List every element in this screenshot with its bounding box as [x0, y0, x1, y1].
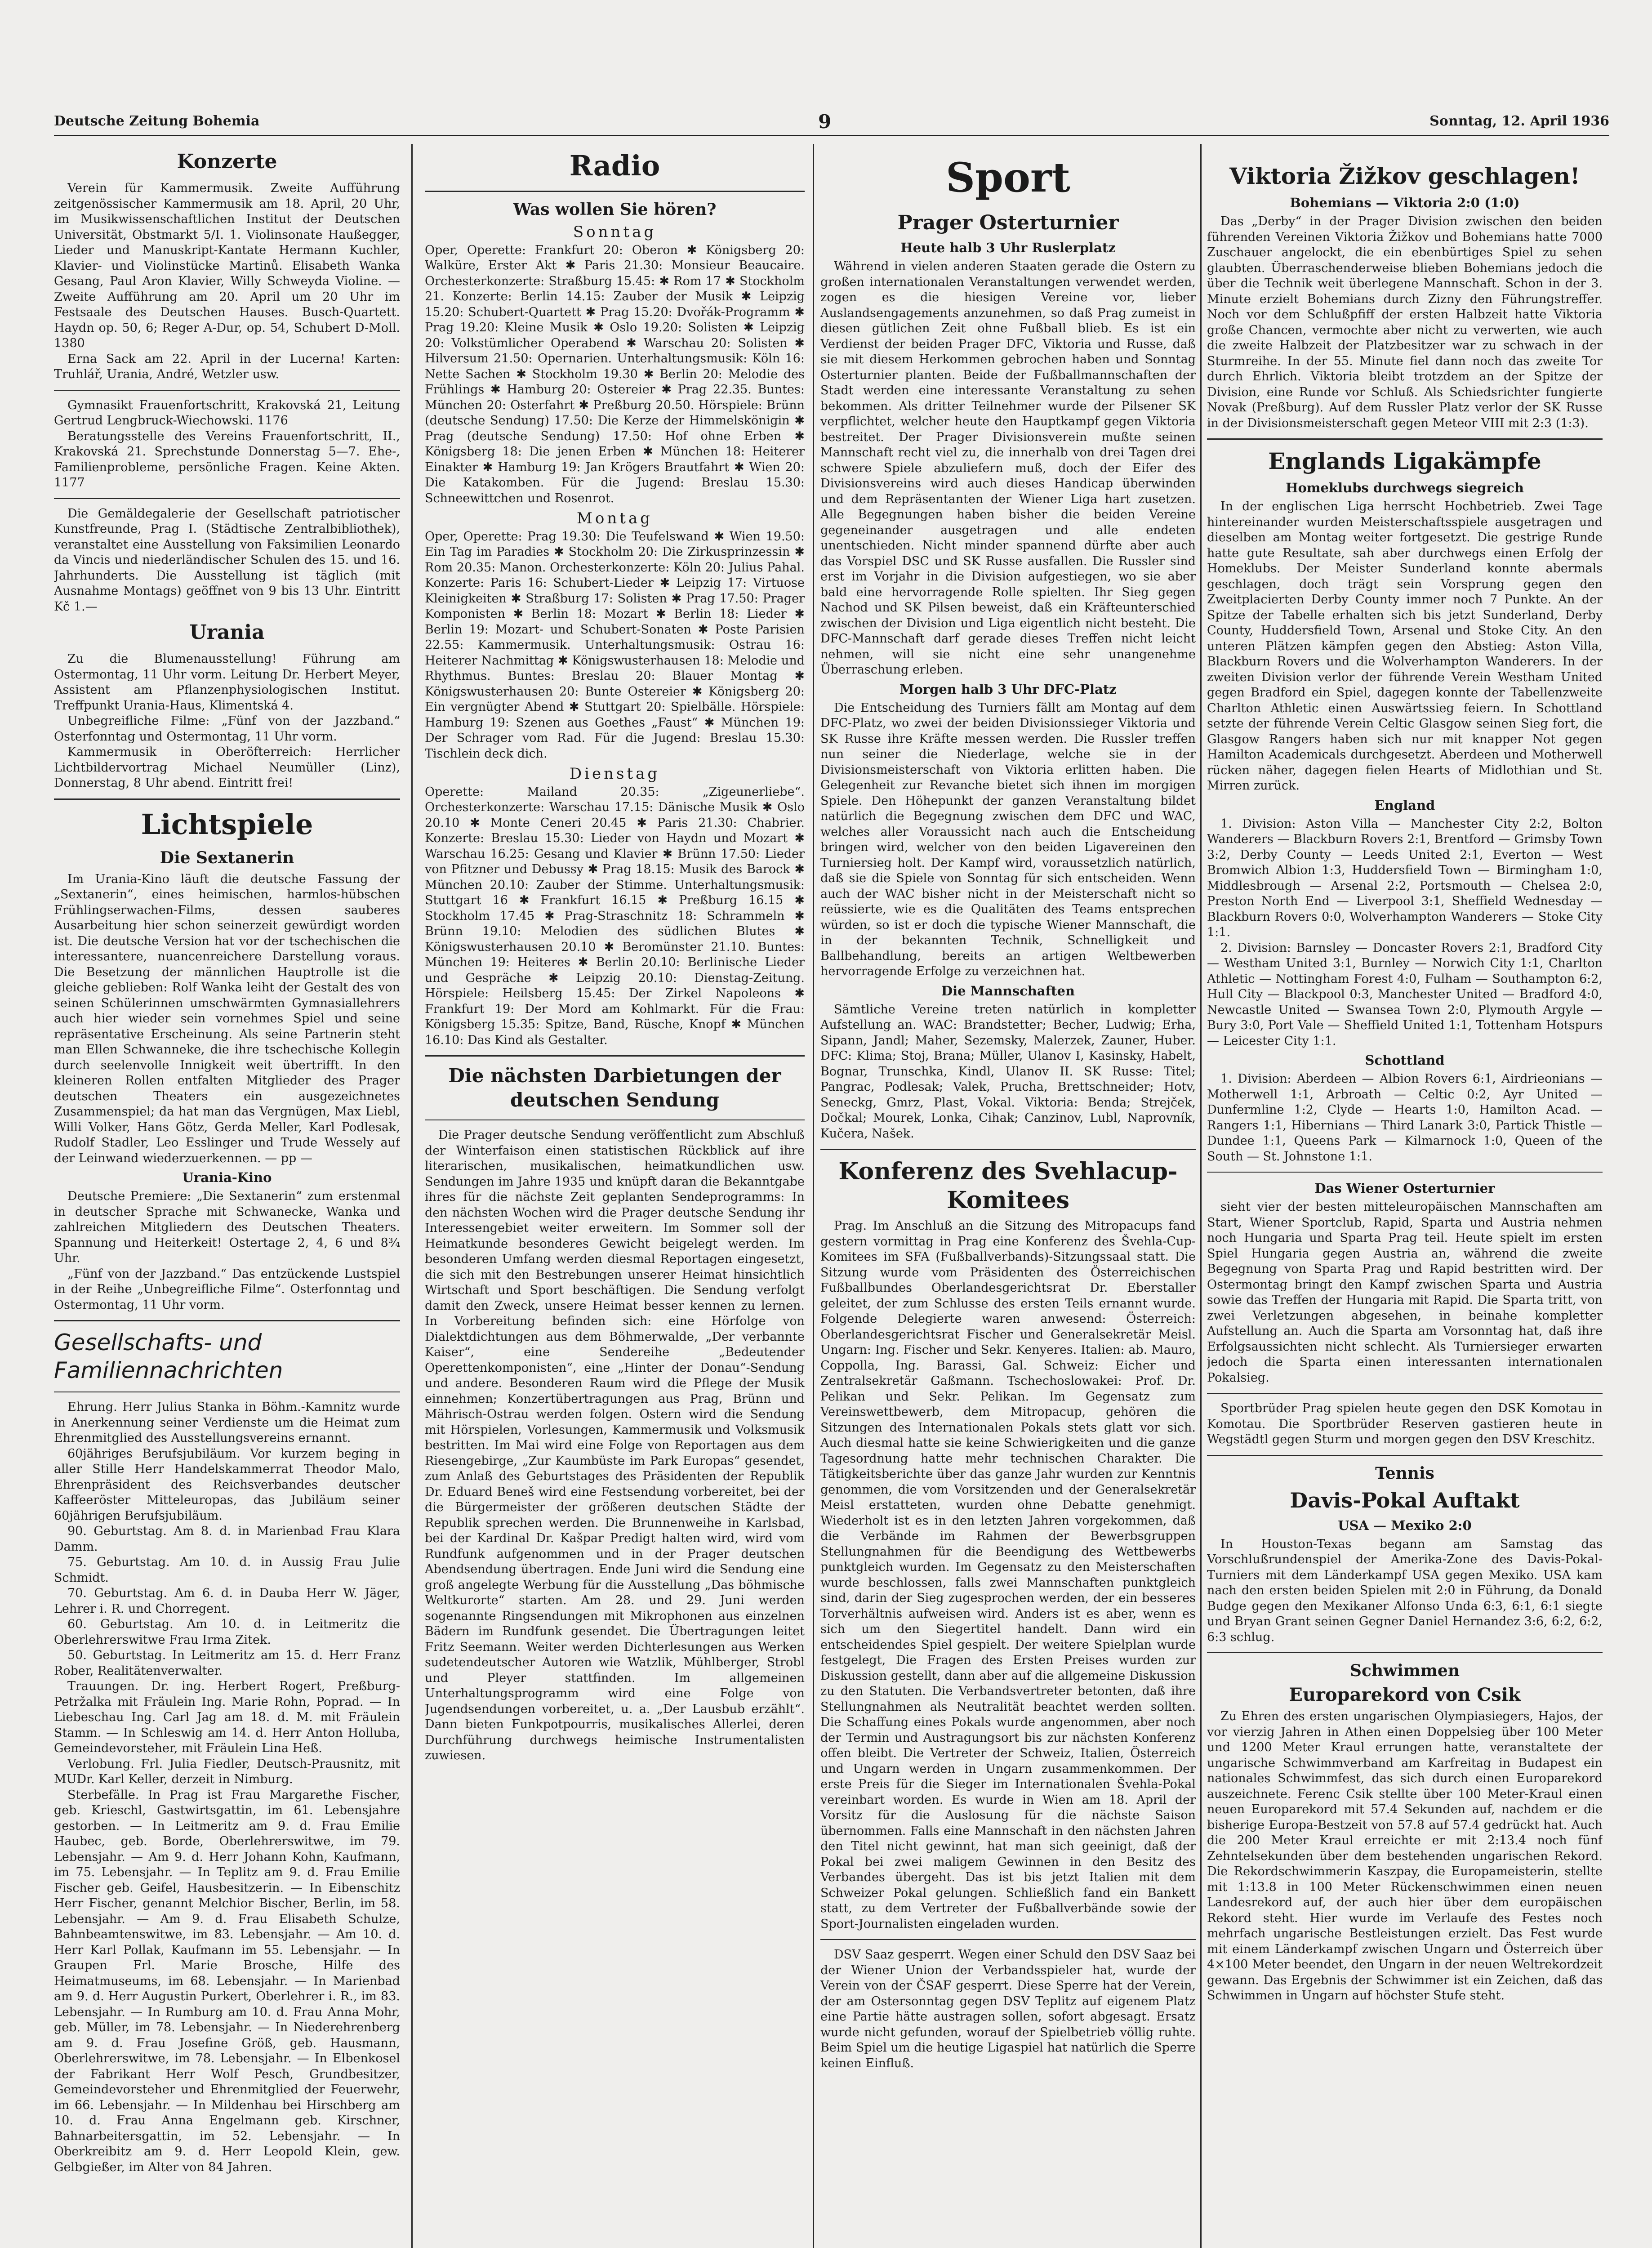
article-text: 90. Geburtstag. Am 8. d. in Marienbad Frau Klara Damm.	[54, 1524, 400, 1554]
article-text: Im Urania-Kino läuft die deutsche Fassung der „Sextanerin“, eines heimischen, harmlos-hübschen Frühlingserwachen-Films, dessen sauberes Ausarbeitung hier schon seinerzeit gewürdigt worden ist. Die deutsche Version hat vor der tschechischen die interessantere, nuancenreichere Darstellung voraus. Die Besetzung der männlichen Hauptrolle ist die gleiche geblieben: Rolf Wanka leiht der Gestalt des von seinen Schülerinnen umschwärmten Gymnasiallehrers auch hier wieder sein vornehmes Spiel und seine repräsentative Erscheinung. Als seine Partnerin steht man Ellen Schwanneke, die ihre tschechische Kollegin durch seelenvolle Innigkeit weit übertrifft. In den kleineren Rollen entfalten Mitglieder des Prager deutschen Theaters ein ausgezeichnetes Zusammenspiel; da hat man das Vergnügen, Max Liebl, Willi Volker, Hans Götz, Gerda Meller, Karl Podlesak, Rudolf Stadler, Leo Esslinger und Trude Wessely auf der Leinwand wiederzuerkennen. — pp —	[54, 872, 400, 1165]
section-title-lichtspiele: Lichtspiele	[141, 807, 313, 841]
divider	[425, 191, 805, 192]
headline-europarekord: Europarekord von Csik	[1289, 1684, 1521, 1705]
radio-program-text: Oper, Operette: Prag 19.30: Die Teufelswand ✱ Wien 19.50: Ein Tag im Paradies ✱ Stockholm 20: Die Zirkusprinzessin ✱ Rom 20.35: Manon. Orchesterkonzerte: Köln 20: Julius Pahal. Konzerte: Paris 16: Schubert-Lieder ✱ Leipzig 17: Virtuose Kleinigkeiten ✱ Straßburg 17: Solisten ✱ Prag 17.50: Prager Komponisten ✱ Berlin 18: Mozart ✱ Berlin 18: Lieder ✱ Berlin 19: Mozart- und Schubert-Sonaten ✱ Poste Parisien 22.55: Kammermusik. Unterhaltungsmusik: Ostrau 16: Heiterer Nachmittag ✱ Königswusterhausen 18: Melodie und Rhythmus. Buntes: Breslau 20: Blauer Montag ✱ Königswusterhausen 20: Bunte Ostereier ✱ Königsberg 20: Ein vergnügter Abend ✱ Stuttgart 20: Spielbälle. Hörspiele: Hamburg 19: Szenen aus Goethes „Faust“ ✱ München 19: Der Schrager vom Rad. Für die Jugend: Breslau 15.30: Tischlein deck dich.	[425, 529, 805, 761]
article-text: Sportbrüder Prag spielen heute gegen den DSK Komotau in Komotau. Die Sportbrüder Reserven gastieren heute in Wegstädtl gegen Sturm und morgen gegen den DSV Kreschitz.	[1207, 1401, 1603, 1446]
article-text: Gymnasikt Frauenfortschritt, Krakovská 21, Leitung Gertrud Lengbruck-Wiechowski. 1176	[54, 398, 400, 428]
day-heading-dienstag: Dienstag	[569, 765, 660, 783]
headline-konferenz: Konferenz des Svehlacup-Komitees	[838, 1158, 1178, 1214]
column-divider	[1200, 144, 1202, 2248]
headline-englands-ligakaempfe: Englands Ligakämpfe	[1268, 448, 1541, 474]
subheadline-usa-mexiko: USA — Mexiko 2:0	[1338, 1517, 1472, 1533]
headline-osterturnier: Prager Osterturnier	[897, 211, 1119, 234]
divider	[54, 498, 400, 499]
masthead	[54, 113, 1609, 140]
article-text: Trauungen. Dr. ing. Herbert Rogert, Preßburg-Petržalka mit Fräulein Ing. Marie Rohn, Poprad. — In Liebeschau Ing. Carl Jag am 18. d. M. mit Fräulein Stamm. — In Schleswig am 14. d. Herr Anton Holluba, Gemeindevorsteher, mit Fräulein Lina Heß.	[54, 1679, 400, 1755]
article-text: Ehrung. Herr Julius Stanka in Böhm.-Kamnitz wurde in Anerkennung seiner Verdienste um die Heimat zum Ehrenmitglied des Ausstellungsvereins ernannt.	[54, 1400, 400, 1445]
article-text: Kammermusik in Oberöfterreich: Herrlicher Lichtbildervortrag Michael Neumüller (Linz), Donnerstag, 8 Uhr abend. Eintritt frei!	[54, 745, 400, 790]
column-2	[425, 144, 805, 2248]
masthead-date: Sonntag, 12. April 1936	[1429, 113, 1609, 129]
masthead-title: Deutsche Zeitung Bohemia	[54, 113, 260, 129]
section-title-konzerte: Konzerte	[177, 150, 277, 173]
article-text: In Houston-Texas begann am Samstag das Vorschlußrundenspiel der Amerika-Zone des Davis-Pokal-Turniers mit dem Länderkampf USA gegen Mexiko. USA kam nach den ersten beiden Spielen mit 2:0 in Führung, da Donald Budge gegen den Mexikaner Alfonso Unda 6:3, 6:1, 6:1 siegte und Bryan Grant seinen Gegner Daniel Hernandez 3:6, 6:2, 6:2, 6:3 schlug.	[1207, 1537, 1603, 1644]
article-text: 60. Geburtstag. Am 10. d. in Leitmeritz die Oberlehrerswitwe Frau Irma Zitek.	[54, 1617, 400, 1647]
subheadline-schottland: Schottland	[1365, 1053, 1445, 1068]
column-1	[54, 144, 400, 2248]
article-text: Verein für Kammermusik. Zweite Aufführung zeitgenössischer Kammermusik am 18. April, 20 Uhr, im Musikwissenschaftlichen Institut der Deutschen Universität, Obstmarkt 5/I. 1. Violinsonate Haußegger, Lieder und Manuskript-Kantate Hermann Kuchler, Klavier- und Violinstücke Martinů. Elisabeth Wanka Gesang, Paul Aron Klavier, Willy Schweyda Violine. — Zweite Aufführung am 20. April um 20 Uhr im Festsaale des Deutschen Hauses. Busch-Quartett. Haydn op. 50, 6; Reger A-Dur, op. 54, Schubert D-Moll. 1380	[54, 181, 400, 350]
article-text: Erna Sack am 22. April in der Lucerna! Karten: Truhlář, Urania, André, Wetzler usw.	[54, 352, 400, 381]
divider	[1207, 1393, 1603, 1394]
section-title-radio: Radio	[569, 149, 660, 182]
headline-was-wollen-sie-hoeren: Was wollen Sie hören?	[513, 200, 717, 219]
divider	[54, 390, 400, 391]
divider	[1207, 1652, 1603, 1653]
headline-sextanerin: Die Sextanerin	[160, 848, 294, 867]
page-number: 9	[818, 111, 832, 133]
section-title-sport: Sport	[946, 154, 1070, 201]
divider	[820, 1149, 1196, 1150]
article-text: Zu Ehren des ersten ungarischen Olympiasiegers, Hajos, der vor vierzig Jahren in Athen einen Doppelsieg über 100 Meter und 1200 Meter Kraul errungen hatte, veranstaltete der ungarische Schwimmverband am Karfreitag in Budapest ein nationales Schwimmfest, das sich durch einen Europarekord auszeichnete. Ferenc Csik stellte über 100 Meter-Kraul einen neuen Europarekord mit 57.4 Sekunden auf, nachdem er die bisherige Europa-Bestzeit von 57.8 auf 57.4 gedrückt hat. Auch die 200 Meter Kraul erreichte er mit 2:13.4 noch fünf Zehntelsekunden über dem bestehenden ungarischen Rekord. Die Rekordschwimmerin Kaszpay, die Europameisterin, stellte mit 1:13.8 in 100 Meter Rückenschwimmen einen neuen Landesrekord auf, der auch hier über dem europäischen Rekord steht. Hier wurde im Verlaufe des Festes noch mehrfach ungarische Bestleistungen erzielt. Das Fest wurde mit einem Länderkampf zwischen Ungarn und Österreich über 4×100 Meter beendet, den Ungarn in der neuen Weltrekordzeit gewann. Das Ergebnis der Schwimmer ist ein Zeichen, daß das Schwimmen in Ungarn auf höchster Stufe steht.	[1207, 1709, 1603, 2003]
section-title-schwimmen: Schwimmen	[1349, 1661, 1460, 1680]
article-text: Zu die Blumenausstellung! Führung am Ostermontag, 11 Uhr vorm. Leitung Dr. Herbert Meyer, Assistent am Pflanzenphysiologischen Institut. Treffpunkt Urania-Haus, Klimentská 4.	[54, 652, 400, 713]
radio-program-text: Oper, Operette: Frankfurt 20: Oberon ✱ Königsberg 20: Walküre, Erster Akt ✱ Paris 21.30: Monsieur Beaucaire. Orchesterkonzerte: Straßburg 15.45: ✱ Rom 17 ✱ Stockholm 21. Konzerte: Berlin 14.15: Zauber der Musik ✱ Leipzig 15.20: Schubert-Quartett ✱ Prag 15.20: Dvořák-Programm ✱ Prag 19.20: Kleine Musik ✱ Oslo 19.20: Solisten ✱ Leipzig 20: Volkstümlicher Operabend ✱ Warschau 20: Solisten ✱ Hilversum 21.50: Opernarien. Unterhaltungsmusik: Köln 16: Nette Sachen ✱ Stockholm 19.30 ✱ Berlin 20: Melodie des Frühlings ✱ Hamburg 20: Ostereier ✱ Prag 22.35. Buntes: München 20: Osterfahrt ✱ Preßburg 20.50. Hörspiele: Brünn (deutsche Sendung) 17.50: Die Kerze der Himmelskönigin ✱ Prag (deutsche Sendung) 17.50: Hof ohne Erben ✱ Königsberg 18: Die jenen Erben ✱ München 18: Heiterer Einakter ✱ Hamburg 19: Jan Krögers Brautfahrt ✱ Wien 20: Die Katakomben. Für die Jugend: Breslau 15.30: Schneewittchen und Rosenrot.	[425, 243, 805, 505]
article-text: Die Gemäldegalerie der Gesellschaft patriotischer Kunstfreunde, Prag I. (Städtische Zentralbibliothek), veranstaltet eine Ausstellung von Faksimilien Leonardo da Vincis und niederländischer Schulen des 15. und 16. Jahrhunderts. Die Ausstellung ist täglich (mit Ausnahme Montags) geöffnet von 9 bis 13 Uhr. Eintritt Kč 1.—	[54, 506, 400, 614]
column-divider	[411, 144, 413, 2248]
headline-darbietungen: Die nächsten Darbietungen der deutschen Sendung	[448, 1065, 781, 1111]
section-title-tennis: Tennis	[1375, 1463, 1434, 1483]
subheadline-viktoria-score: Bohemians — Viktoria 2:0 (1:0)	[1290, 195, 1520, 210]
divider	[54, 1320, 400, 1321]
article-text: Die Entscheidung des Turniers fällt am Montag auf dem DFC-Platz, wo zwei der beiden Divisionssieger Viktoria und SK Russe ihre Kräfte messen werden. Die Russler treffen nun seiner die Niederlage, welche sie in der Divisionsmeisterschaft von Viktoria erlitten haben. Die Gelegenheit zur Revanche bietet sich ihnen im morgigen Spiele. Den Höhepunkt der ganzen Veranstaltung bildet natürlich die Begegnung zwischen dem DFC und WAC, welches aller Voraussicht nach auch die Entscheidung bringen wird, welcher von den beiden Ligavereinen den Turniersieg holt. Der Kampf wird, voraussetzlich natürlich, daß sie die Spiele von Sonntag für sich entscheiden. Wenn auch der WAC bisher nicht in der Meisterschaft nicht so reüssierte, wie es die Qualitäten des Teams entsprechen würden, so ist er doch die typische Wiener Mannschaft, die in der bekannten Technik, Schnelligkeit und Ballbehandlung, bereits an artigen Weltbewerben hervorragende Erfolge zu verzeichnen hat.	[820, 700, 1196, 978]
subheadline-dfc-platz: Morgen halb 3 Uhr DFC-Platz	[899, 681, 1117, 697]
headline-viktoria: Viktoria Žižkov geschlagen!	[1229, 163, 1580, 189]
article-text: 75. Geburtstag. Am 10. d. in Aussig Frau Julie Schmidt.	[54, 1555, 400, 1585]
article-text: Sterbefälle. In Prag ist Frau Margarethe Fischer, geb. Krieschl, Gastwirtsgattin, im 61. Lebensjahre gestorben. — In Leitmeritz am 9. d. Frau Emilie Haubec, geb. Borde, Oberlehrerswitwe, im 79. Lebensjahr. — Am 9. d. Herr Johann Kohn, Kaufmann, im 75. Lebensjahr. — In Teplitz am 9. d. Frau Emilie Fischer geb. Geifel, Hausbesitzerin. — In Eibenschitz Herr Fischer, genannt Melchior Bischer, Berlin, im 58. Lebensjahr. — Am 9. d. Frau Elisabeth Schulze, Bahnbeamtenswitwe, im 83. Lebensjahr. — Am 10. d. Herr Karl Pollak, Kaufmann im 55. Lebensjahr. — In Graupen Frl. Marie Brosche, Hilfe des Heimatmuseums, im 68. Lebensjahr. — In Marienbad am 9. d. Herr Augustin Purkert, Oberlehrer i. R., im 83. Lebensjahr. — In Rumburg am 10. d. Frau Anna Mohr, geb. Müller, im 78. Lebensjahr. — In Niederehrenberg am 9. d. Frau Josefine Größ, geb. Hausmann, Oberlehrerswitwe, im 78. Lebensjahr. — In Elbenkosel der Fabrikant Herr Wolf Pesch, Grundbesitzer, Gemeindevorsteher und Ehrenmitglied der Feuerwehr, im 66. Lebensjahr. — In Mildenhau bei Hirschberg am 10. d. Frau Anna Engelmann geb. Kirschner, Bahnarbeitersgattin, im 52. Lebensjahr. — In Oberkreibitz am 9. d. Herr Leopold Klein, gew. Gelbgießer, im Alter von 84 Jahren.	[54, 1788, 400, 2174]
article-text: DSV Saaz gesperrt. Wegen einer Schuld den DSV Saaz bei der Wiener Union der Verbandsspieler hat, wurde der Verein von der ČSAF gesperrt. Diese Sperre hat der Verein, der am Ostersonntag gegen DSV Teplitz auf eigenem Platz eine Partie hätte austragen sollen, sofort abgesagt. Ersatz wurde nicht gefunden, worauf der Spielbetrieb völlig ruhte. Beim Spiel um die heutige Ligaspiel hat natürlich die Sperre keinen Einfluß.	[820, 1948, 1196, 2070]
day-heading-montag: Montag	[577, 509, 653, 527]
article-text: sieht vier der besten mitteleuropäischen Mannschaften am Start, Wiener Sportclub, Rapid, Sparta und Austria nehmen noch Hungaria und Sparta Prag teil. Heute spielt im ersten Spiel Hungaria gegen Austria an, während die zweite Begegnung von Sparta Prag und Rapid bestritten wird. Der Ostermontag bringt den Kampf zwischen Sparta und Austria sowie das Treffen der Hungaria mit Rapid. Die Sparta tritt, von zwei Verletzungen abgesehen, in beinahe kompletter Aufstellung an. Auch die Sparta am Vorsonntag hat, daß ihre Erfolgsaussichten nicht schlecht. Als Turniersieger erwarten jedoch die Sparta einen interessanten internationalen Pokalsieg.	[1207, 1200, 1603, 1385]
article-text: Die Prager deutsche Sendung veröffentlicht zum Abschluß der Winterfaison einen statistischen Rückblick auf ihre literarischen, musikalischen, heimatkundlichen usw. Sendungen im Jahre 1935 und knüpft daran die Bekanntgabe ihres für die nächste Zeit geplanten Sendeprogramms: In den nächsten Wochen wird die Prager deutsche Sendung ihr Interessengebiet weiter erweitern. Im Sommer soll der Heimatkunde besonderes Gewicht beigelegt werden. Im besonderen Umfang werden diesmal Reportagen eingesetzt, die sich mit den Bestrebungen unserer Heimat hinsichtlich Wirtschaft und Sport beschäftigen. Die Sendung verfolgt damit den Zweck, unsere Heimat besser kennen zu lernen. In Vorbereitung befinden sich: eine Hörfolge von Dialektdichtungen aus dem Böhmerwalde, „Der verbannte Kaiser“, eine Sendereihe „Bedeutender Operettenkomponisten“, eine „Hinter der Donau“-Sendung und andere. Besonderen Raum wird die Pflege der Musik einnehmen; Konzertübertragungen aus Prag, Brünn und Mährisch-Ostrau werden folgen. Ostern wird die Sendung mit Hörspielen, Vorlesungen, Kammermusik und Volksmusik bestritten. Im Mai wird eine Folge von Reportagen aus dem Riesengebirge, „Zur Kaumbüste im Park Europas“ gesendet, zum Anlaß des Geburtstages des Präsidenten der Republik Dr. Eduard Beneš wird eine Festsendung vorbereitet, bei der die Bürgermeister der größeren deutschen Städte der Republik sprechen werden. Die Brunnenweihe in Karlsbad, bei der Kardinal Dr. Kašpar Predigt halten wird, wird vom Rundfunk aufgenommen und in der Prager deutschen Abendsendung übertragen. Ende Juni wird die Sendung eine groß angelegte Werbung für die Ausstellung „Das böhmische Weltkurorte“ starten. Am 28. und 29. Juni werden sogenannte Ringsendungen mit Mikrophonen aus einzelnen Bädern im Rundfunk gesendet. Die Übertragungen leitet Fritz Seemann. Weiter werden Dichterlesungen aus Werken sudetendeutscher Autoren wie Watzlik, Mühlberger, Strobl und Pleyer stattfinden. Im allgemeinen Unterhaltungsprogramm wird eine Folge von Jugendsendungen vorbereitet, u. a. „Der Lausbub erzählt“. Dann bieten Funkpotpourris, musikalisches Allerlei, deren Durchführung durchwegs heimische Instrumentalisten zuwiesen.	[425, 1128, 805, 1762]
article-text: Deutsche Premiere: „Die Sextanerin“ zum erstenmal in deutscher Sprache mit Schwanecke, Wanka und zahlreichen Mitgliedern des Deutschen Theaters. Spannung und Heiterkeit! Ostertage 2, 4, 6 und 8¾ Uhr.	[54, 1189, 400, 1265]
results-text: 1. Division: Aston Villa — Manchester City 2:2, Bolton Wanderers — Blackburn Rovers 2:1, Brentford — Grimsby Town 3:2, Derby County — Leeds United 2:1, Everton — West Bromwich Albion 1:3, Huddersfield Town — Birmingham 1:0, Middlesbrough — Arsenal 2:2, Portsmouth — Chelsea 2:0, Preston North End — Liverpool 3:1, Sheffield Wednesday — Blackburn Rovers 0:0, Wolverhampton Wanderers — Stoke City 1:1.	[1207, 816, 1603, 939]
article-text: Beratungsstelle des Vereins Frauenfortschritt, II., Krakovská 21. Sprechstunde Donnerstag 5—7. Ehe-, Familienprobleme, persönliche Fragen. Keine Akten. 1177	[54, 429, 400, 490]
subheadline-england: England	[1374, 797, 1435, 813]
day-heading-sonntag: Sonntag	[573, 223, 657, 241]
headline-wiener-osterturnier: Das Wiener Osterturnier	[1314, 1181, 1495, 1196]
article-text: 70. Geburtstag. Am 6. d. in Dauba Herr W. Jäger, Lehrer i. R. und Chorregent.	[54, 1586, 400, 1616]
column-3	[820, 144, 1196, 2248]
column-4	[1207, 144, 1603, 2248]
column-divider	[813, 144, 814, 2248]
headline-urania-kino: Urania-Kino	[182, 1170, 272, 1185]
section-title-gesellschaft: Gesellschafts- und Familiennachrichten	[54, 1329, 283, 1383]
divider	[1207, 1455, 1603, 1456]
article-text: Prag. Im Anschluß an die Sitzung des Mitropacups fand gestern vormittag in Prag eine Konferenz des Švehla-Cup-Komitees im SFA (Fußballverbands)-Sitzungssaal statt. Die Sitzung wurde vom Präsidenten des Österreichischen Fußballbundes Oberlandesgerichtsrat Dr. Eberstaller geleitet, der zum Schlusse des ersten Teils ernannt wurde. Folgende Delegierte waren anwesend: Österreich: Oberlandesgerichtsrat Fischer und Generalsekretär Meisl. Ungarn: Ing. Fischer und Sekr. Kenyeres. Italien: ab. Mauro, Coppolla, Ing. Barassi, Gal. Schweiz: Eicher und Zentralsekretär Gaßmann. Tschechoslowakei: Prof. Dr. Pelikan und Sekr. Pelikan. Im Gegensatz zum Vereinswettbewerb, dem Mitropacup, gehören die Sitzungen des Internationalen Pokals stets glatt vor sich. Auch diesmal hatte sie keine Schwierigkeiten und die ganze Tagesordnung hatte mehr technischen Charakter. Die Tätigkeitsberichte über das ganze Jahr wurden zur Kenntnis genommen, die vom Vorsitzenden und der Generalsekretär Meisl erstatteten, wurden ohne Debatte genehmigt. Wiederholt ist es in den letzten Jahren vorgekommen, daß die Verbände im Rahmen der Bewerbsgruppen Stellungnahmen für die Beendigung des Wettbewerbs punktgleich wurden. Im Gegensatz zu den Meisterschaften wurde beschlossen, falls zwei Mannschaften punktgleich sind, darin der Sieg zugesprochen werden, der ein besseres Torverhältnis aufweisen wird. Anders ist es aber, wenn es sich um den Siegertitel handelt. Dann wird ein entscheidendes Spiel gespielt. Der weitere Spielplan wurde festgelegt, Die Fragen des Ersten Preises wurden zur Diskussion gestellt, dann aber auf die allgemeine Diskussion zu den Statuten. Die Verbandsvertreter betonten, daß ihre Stellungnahmen als Neutralität beachtet werden sollten. Die Schaffung eines Pokals wurde angenommen, aber noch der Termin und Austragungsort bis zur nächsten Konferenz offen bleibt. Die Vertreter der Schweiz, Italien, Österreich und Ungarn werden in Ungarn zusammenkommen. Der erste Preis für die Sieger im Internationalen Švehla-Pokal vereinbart worden. Es wurde in Wien am 18. April der Vorsitz für die Auslosung für die nächste Saison übernommen. Falls eine Mannschaft in den nächsten Jahren den Titel nicht gewinnt, hat man sich geeinigt, daß der Pokal bei zwei maligem Gewinnen in den Besitz des Verbandes übergeht. Das ist bis jetzt Italien mit dem Schweizer Pokal gelungen. Schließlich fand ein Bankett statt, zu dem Vertreter der Fußballverbände sowie der Sport-Journalisten eingeladen wurden.	[820, 1219, 1196, 1931]
headline-mannschaften: Die Mannschaften	[941, 983, 1075, 999]
masthead-rule	[54, 135, 1609, 136]
section-title-urania: Urania	[189, 621, 265, 644]
subheadline-homeklubs: Homeklubs durchwegs siegreich	[1286, 480, 1524, 495]
article-text: In der englischen Liga herrscht Hochbetrieb. Zwei Tage hintereinander wurden Meisterschaftsspiele ausgetragen und dieselben am Montag weiter fortgesetzt. Die gestrige Runde hatte gute Resultate, sah aber durchwegs einen Erfolg der Homeklubs. Der Meister Sunderland konnte abermals geschlagen, doch trägt sein Vorsprung gegen den Zweitplacierten Derby County immer noch 7 Punkte. An der Spitze der Tabelle erhalten sich bis jetzt Sunderland, Derby County, Huddersfield Town, Arsenal und Stoke City. An den unteren Plätzen kämpfen gegen den Abstieg: Aston Villa, Blackburn Rovers und die Wolverhampton Wanderers. In der zweiten Division verlor der führende Verein Westham United gegen Bradford ein Spiel, dagegen konnte der Tabellenzweite Charlton Athletic einen Auswärtssieg feiern. In Schottland setzte der führende Verein Celtic Glasgow seinen Sieg fort, die Glasgow Rangers haben sich nur mit knapper Not gegen Hamilton Academicals durchgesetzt. Aberdeen und Motherwell rücken näher, dagegen fielen Hearts of Midlothian und St. Mirren zurück.	[1207, 500, 1603, 793]
divider	[1207, 1172, 1603, 1173]
article-text: „Fünf von der Jazzband.“ Das entzückende Lustspiel in der Reihe „Unbegreifliche Filme“. Osterfonntag und Ostermontag, 11 Uhr vorm.	[54, 1267, 400, 1312]
article-text: 60jähriges Berufsjubiläum. Vor kurzem beging in aller Stille Herr Handelskammerrat Theodor Malo, Ehrenpräsident des Reichsverbandes deutscher Kaffeeröster Mitteleuropas, das Jubiläum seiner 60jährigen Berufsjubiläum.	[54, 1446, 400, 1523]
divider	[425, 1055, 805, 1057]
divider	[54, 798, 400, 800]
divider	[820, 1939, 1196, 1940]
article-text: Während in vielen anderen Staaten gerade die Ostern zu großen internationalen Veranstaltungen verwendet werden, zogen es die hiesigen Vereine vor, lieber Auslandsengagements anzunehmen, so daß Prag zumeist in diesen gütlichen Zeit ohne Fußball blieb. Es ist ein Verdienst der beiden Prager DFC, Viktoria und Russe, daß sie mit diesem Herkommen gebrochen haben und Sonntag Osterturnier planten. Beide der Fußballmannschaften der Stadt werden eine interessante Veranstaltung zu sehen bekommen. Als dritter Teilnehmer wurde der Pilsener SK verpflichtet, welcher heute den Hauptkampf gegen Viktoria bestreitet. Der Prager Divisionsverein mußte seinen Mannschaft recht viel zu, die innerhalb von drei Tagen drei schwere Spiele abzuliefern muß, doch der Eifer des Divisionsvereins wird auch dieses Handicap überwinden und dem Repräsentanten der Wiener Liga hart zusetzen. Alle Begegnungen haben bisher die beiden Vereine gegeneinander ausgetragen und alle endeten unentschieden. Nicht minder spannend dürfte aber auch das Vorspiel DSC und SK Russe ausfallen. Die Russler sind erst im Vorjahr in die Division aufgestiegen, wo sie aber bald eine hervorragende Rolle spielten. Ihr Sieg gegen Nachod und SK Pilsen beweist, daß ein Kräfteunterschied zwischen der Division und Liga eigentlich nicht besteht. Die DFC-Mannschaft darf gerade dieses Treffen nicht leicht nehmen, will sie nicht eine sehr unangenehme Überraschung erleben.	[820, 259, 1196, 677]
results-text: 1. Division: Aberdeen — Albion Rovers 6:1, Airdrieonians — Motherwell 1:1, Arbroath — Celtic 0:2, Ayr United — Dunfermline 1:2, Clyde — Hearts 1:0, Hamilton Acad. — Rangers 1:1, Hibernians — Third Lanark 3:0, Partick Thistle — Dundee 1:1, Queens Park — Kilmarnock 1:0, Queen of the South — St. Johnstone 1:1.	[1207, 1072, 1603, 1164]
article-text: Sämtliche Vereine treten natürlich in kompletter Aufstellung an. WAC: Brandstetter; Becher, Ludwig; Erha, Sipann, Jandl; Maher, Sezemsky, Malerzek, Zauner, Huber. DFC: Klima; Stoj, Brana; Müller, Ulanov I, Kasinsky, Habelt, Bognar, Trunschka, Kindl, Ulanov II. SK Russe: Titel; Pangrac, Podlesak; Valek, Prucha, Brettschneider; Hotv, Seneckg, Gmrz, Plast, Vokal. Viktoria: Benda; Strejček, Dočkal; Mourek, Lonka, Cihak; Canzinov, Lubl, Naprovník, Kučera, Našek.	[820, 1002, 1196, 1141]
radio-program-text: Operette: Mailand 20.35: „Zigeunerliebe“. Orchesterkonzerte: Warschau 17.15: Dänische Musik ✱ Oslo 20.10 ✱ Monte Ceneri 20.45 ✱ Paris 21.30: Chabrier. Konzerte: Breslau 15.30: Lieder von Haydn und Mozart ✱ Warschau 16.25: Gesang und Klavier ✱ Brünn 17.50: Lieder von Pfitzner und Debussy ✱ Prag 18.15: Musik des Barock ✱ München 20.10: Zauber der Stimme. Unterhaltungsmusik: Stuttgart 16 ✱ Frankfurt 16.15 ✱ Preßburg 16.15 ✱ Stockholm 17.45 ✱ Prag-Straschnitz 18: Schrammeln ✱ Brünn 19.10: Melodien des südlichen Blutes ✱ Königswusterhausen 20.10 ✱ Beromünster 21.10. Buntes: München 19: Heiteres ✱ Berlin 20.10: Berlinische Lieder und Gespräche ✱ Leipzig 20.10: Dienstag-Zeitung. Hörspiele: Heilsberg 15.45: Der Zirkel Napoleons ✱ Frankfurt 19: Der Mord am Kohlmarkt. Für die Frau: Königsberg 15.35: Spitze, Band, Rüsche, Knopf ✱ München 16.10: Das Kind als Gestalter.	[425, 785, 805, 1047]
article-text: 50. Geburtstag. In Leitmeritz am 15. d. Herr Franz Rober, Realitätenverwalter.	[54, 1648, 400, 1678]
article-text: Das „Derby“ in der Prager Division zwischen den beiden führenden Vereinen Viktoria Žižkov und Bohemians hatte 7000 Zuschauer angelockt, die ein ebenbürtiges Spiel zu sehen glaubten. Überraschenderweise blieben Bohemians jedoch die über die Technik weit überlegene Mannschaft. Schon in der 3. Minute erzielt Bohemians durch Zizny den Führungstreffer. Noch vor dem Schlußpfiff der ersten Halbzeit hatte Viktoria große Chancen, vermochte aber nicht zu verwerten, wie auch die zweite Halbzeit der Platzbesitzer war zu schwach in der Sturmreihe. In der 55. Minute fiel dann noch das zweite Tor durch Ehrlich. Viktoria bleibt trotzdem an der Spitze der Division, eine Runde vor Schluß. Als Schiedsrichter fungierte Novak (Preßburg). Auf dem Russler Platz verlor der SK Russe in der Divisionsmeisterschaft gegen Meteor VIII mit 2:3 (1:3).	[1207, 214, 1603, 430]
article-text: Verlobung. Frl. Julia Fiedler, Deutsch-Prausnitz, mit MUDr. Karl Keller, derzeit in Nimburg.	[54, 1757, 400, 1786]
headline-davis-pokal: Davis-Pokal Auftakt	[1290, 1488, 1520, 1512]
divider	[1207, 438, 1603, 440]
article-text: Unbegreifliche Filme: „Fünf von der Jazzband.“ Osterfonntag und Ostermontag, 11 Uhr vorm.	[54, 714, 400, 744]
results-text: 2. Division: Barnsley — Doncaster Rovers 2:1, Bradford City — Westham United 3:1, Burnley — Norwich City 1:1, Charlton Athletic — Nottingham Forest 4:0, Fulham — Southampton 6:2, Hull City — Blackpool 0:3, Manchester United — Bradford 4:0, Newcastle United — Swansea Town 2:0, Plymouth Argyle — Bury 3:0, Port Vale — Sheffield United 1:1, Tottenham Hotspurs — Leicester City 1:1.	[1207, 941, 1603, 1048]
subheadline-ruslerplatz: Heute halb 3 Uhr Ruslerplatz	[900, 240, 1116, 255]
